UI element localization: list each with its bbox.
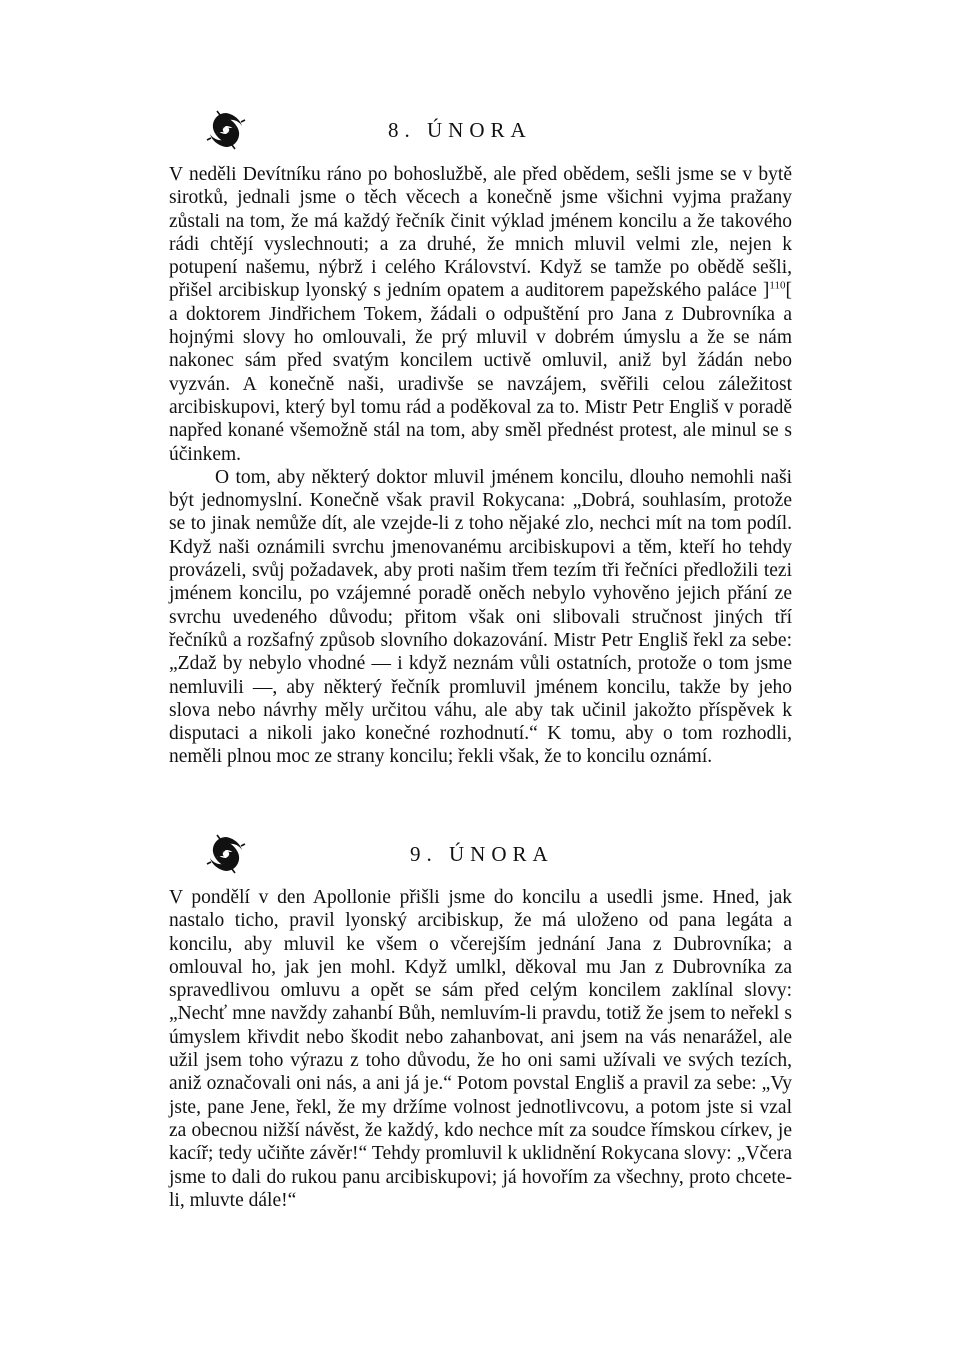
section-title: 9. ÚNORA <box>410 842 554 866</box>
paragraph <box>169 163 792 466</box>
paragraph-text: V neděli Devítníku ráno po bohoslužbě, ale před obědem, sešli jsme se v bytě sirotků, jednali jsme o těch věcech a konečně jsme všichni vyjma pražany zůstali na tom, že má každý řečník činit výklad jménem koncilu a že takového rádi chtějí vyslechnouti; a za druhé, že mnich mluvil velmi zle, nejen k potupení našemu, nýbrž i celého Království. Když se tamže po obědě sešli, přišel arcibiskup lyonský s jedním opatem a auditorem papežského paláce ] <box>169 164 792 302</box>
section-body-feb-9 <box>169 886 792 1212</box>
floral-ornament-icon <box>206 834 246 874</box>
section-heading-feb-9 <box>0 834 960 874</box>
paragraph: O tom, aby některý doktor mluvil jménem koncilu, dlouho nemohli naši být jednomyslní. Konečně však pravil Rokycana: „Dobrá, souhlasím, protože se to jinak nemůže dít, ale vzejde-li z toho nějaké zlo, nechci mít na tom podíl. Když naši oznámili svrchu jmenovanému arcibiskupovi a těm, kteří ho tehdy provázeli, svůj požadavek, aby proti našim třem tezím tři řečníci předložili tezi jménem koncilu, po vzájemné poradě oněch nebylo vyhověno jejich přání ze svrchu uvedeného důvodu; přitom však oni slibovali stručnost jiných tří řečníků a rozšafný způsob slovního dokazování. Mistr Petr Engliš řekl za sebe: „Zdaž by nebylo vhodné — i když neznám vůli ostatních, protože o tom jsme nemluvili —, aby některý řečník promluvil jménem koncilu, takže by jeho slova nebo návrhy měly určitou váhu, ale aby tak učinil jakožto příspěvek k disputaci a nikoli jako konečné rozhodnutí.“ K tomu, aby o tom rozhodli, neměli plnou moc ze strany koncilu; řekli však, že to koncilu oznámí. <box>169 466 792 768</box>
section-title: 8. ÚNORA <box>388 118 532 142</box>
floral-ornament-icon <box>206 110 246 150</box>
paragraph-text: [ a doktorem Jindřichem Tokem, žádali o odpuštění pro Jana z Dubrovníka a hojnými slovy ho omlouvali, že prý mluvil v dobrém úmyslu a že se nám nakonec sám před svatým koncilem uctivě omluvil, aniž byl žádán nebo vyzván. A konečně naši, uradivše se navzájem, svěřili celou záležitost arcibiskupovi, který byl tomu rád a poděkoval za to. Mistr Petr Engliš v poradě napřed konané všemožně stál na tom, aby směl přednést protest, ale minul se s účinkem. <box>169 280 792 465</box>
footnote-marker: 110 <box>769 279 786 292</box>
paragraph: V pondělí v den Apollonie přišli jsme do koncilu a usedli jsme. Hned, jak nastalo ticho, pravil lyonský arcibiskup, že má uloženo od pana legáta a koncilu, aby mluvil ke všem o včerejším jednání Jana z Dubrovníka; a omlouval ho, jak jen mohl. Když umlkl, děkoval mu Jan z Dubrovníka za spravedlivou omluvu a opět se sám před celým koncilem zaklínal slovy: „Nechť mne navždy zahanbí Bůh, nemluvím-li pravdu, totiž že jsem to neřekl s úmyslem křivdit nebo škodit nebo zahanbovat, ani jsem na vás nenarážel, ale užil jsem toho výrazu z toho důvodu, že ho oni sami užívali ve svých tezích, aniž označovali oni nás, a ani já je.“ Potom povstal Engliš a pravil za sebe: „Vy jste, pane Jene, řekl, že my držíme volnost jednotlivcovu, a potom jste si vzal za obecnou nižší návěst, že každý, kdo nechce mít za soudce římskou církev, je kacíř; tedy učiňte závěr!“ Tehdy promluvil k uklidnění Rokycana slovy: „Včera jsme to dali do rukou panu arcibiskupovi; já hovořím za všechny, proto chcete-li, mluvte dále!“ <box>169 887 792 1211</box>
section-heading-feb-8 <box>0 110 960 150</box>
section-body-feb-8 <box>169 163 792 769</box>
